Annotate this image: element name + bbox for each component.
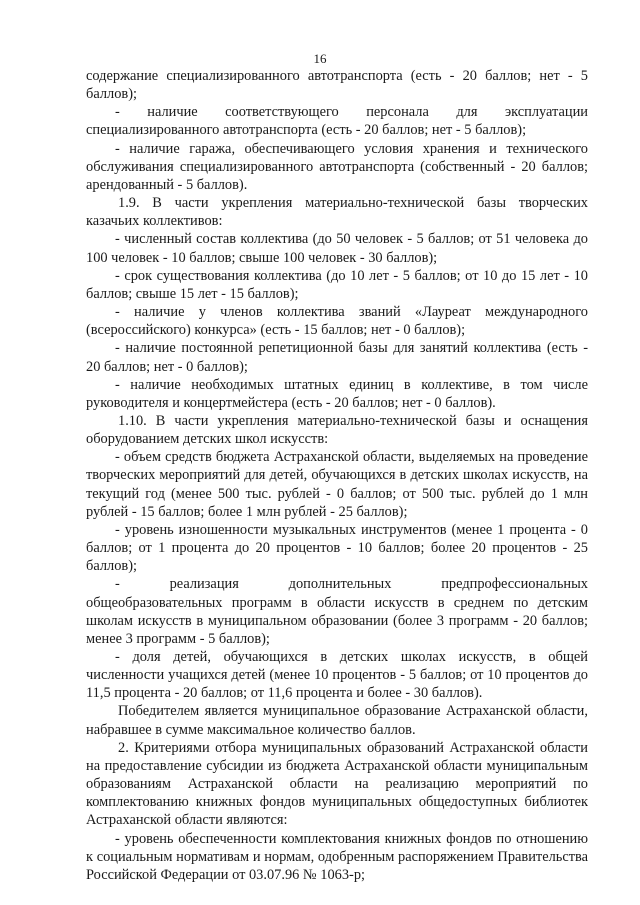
criterion-item: - срок существования коллектива (до 10 лет - 5 баллов; от 10 до 15 лет - 10 баллов; свыше 15 лет - 15 баллов);: [86, 267, 588, 302]
section-heading: 2. Критериями отбора муниципальных образований Астраханской области на предоставление субсидии из бюджета Астраханской области муниципальным образованиям Астраханской области на реализацию мероприятий по комплектованию книжных фондов муниципальных общедоступных библиотек Астраханской области являются:: [86, 739, 588, 829]
page-number: 16: [313, 51, 327, 66]
criterion-item: - реализация дополнительных предпрофессиональных общеобразовательных программ в области искусств в среднем по детским школам искусств в муниципальном образовании (более 3 программ - 20 баллов; менее 3 программ - 5 баллов);: [86, 576, 588, 647]
criterion-item: - объем средств бюджета Астраханской области, выделяемых на проведение творческих мероприятий для детей, обучающихся в детских школах искусств, на текущий год (менее 500 тыс. рублей - 0 баллов; от 500 тыс. рублей до 1 млн рублей - 15 баллов; более 1 млн рублей - 25 баллов);: [86, 449, 588, 520]
section-heading: 1.9. В части укрепления материально-технической базы творческих казачьих коллективов:: [86, 195, 588, 230]
criterion-item: - наличие необходимых штатных единиц в коллективе, в том числе руководителя и концертмейстера (есть - 20 баллов; нет - 0 баллов).: [86, 376, 588, 411]
criterion-item: - наличие постоянной репетиционной базы для занятий коллектива (есть - 20 баллов; нет - 0 баллов);: [86, 340, 588, 375]
criterion-item: - уровень обеспеченности комплектования книжных фондов по отношению к социальным нормативам и нормам, одобренным распоряжением Правительства Российской Федерации от 03.07.96 № 1063-р;: [86, 830, 588, 883]
winner-paragraph: Победителем является муниципальное образование Астраханской области, набравшее в сумме максимальное количество баллов.: [86, 703, 588, 738]
criterion-item: - доля детей, обучающихся в детских школах искусств, в общей численности учащихся детей (менее 10 процентов - 5 баллов; от 10 процентов до 11,5 процента - 20 баллов; от 11,6 процента и более - 30 баллов).: [86, 649, 588, 702]
criterion-item: - наличие соответствующего персонала для эксплуатации специализированного автотранспорта (есть - 20 баллов; нет - 5 баллов);: [86, 104, 588, 139]
paragraph-continuation: содержание специализированного автотранспорта (есть - 20 баллов; нет - 5 баллов);: [86, 68, 588, 103]
document-body: [86, 67, 588, 884]
criterion-item: - наличие гаража, обеспечивающего условия хранения и технического обслуживания специализированного автотранспорта (собственный - 20 баллов; арендованный - 5 баллов).: [86, 140, 588, 193]
criterion-item: - наличие у членов коллектива званий «Лауреат международного (всероссийского) конкурса» (есть - 15 баллов; нет - 0 баллов);: [86, 304, 588, 339]
section-heading: 1.10. В части укрепления материально-технической базы и оснащения оборудованием детских школ искусств:: [86, 412, 588, 448]
criterion-item: - численный состав коллектива (до 50 человек - 5 баллов; от 51 человека до 100 человек - 10 баллов; свыше 100 человек - 30 баллов);: [86, 231, 588, 266]
criterion-item: - уровень изношенности музыкальных инструментов (менее 1 процента - 0 баллов; от 1 процента до 20 процентов - 10 баллов; более 20 процентов - 25 баллов);: [86, 521, 588, 575]
